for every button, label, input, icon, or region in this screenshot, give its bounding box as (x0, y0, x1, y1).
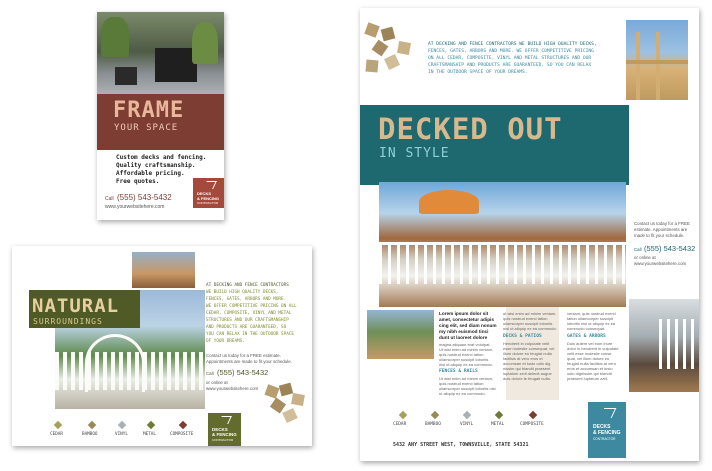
subhead: YOUR SPACE (114, 123, 179, 133)
logo-line: DECKS (593, 424, 611, 430)
material-label: BAMBOO (82, 432, 98, 437)
phone-number: (555) 543-5432 (644, 244, 696, 253)
phone-number: (555) 543-5432 (217, 368, 269, 377)
logo-line: & FENCING (212, 432, 237, 437)
body-line: eros et accumsan et iusto (567, 366, 613, 371)
flyer-decked-out (360, 8, 699, 461)
material-label: VINYL (115, 432, 128, 437)
phone-prefix: Call (105, 196, 114, 202)
swatch-cedar (399, 411, 407, 419)
body-line: quis nostrud exerci tation (503, 316, 548, 321)
body-line: quis nostrud exerci tation (439, 381, 484, 386)
company-logo (193, 178, 224, 208)
deck-small-photo (367, 310, 434, 359)
wood-blocks-image (262, 382, 306, 427)
body-line: ullamcorper suscipit lobortis (439, 357, 489, 362)
body-line: WE OFFER COMPETITIVE PRICING ON ALL (206, 304, 297, 309)
material-label: VINYL (460, 422, 474, 427)
website: www.yourwebsitehere.com (105, 204, 165, 210)
logo-line: CONTRACTOR (212, 438, 234, 442)
deck-frame-photo (626, 20, 688, 100)
body-line: accumsan et iusto odio dig (503, 361, 551, 366)
swatch-composite (179, 421, 187, 429)
swatch-vinyl (463, 411, 471, 419)
headline: DECKED OUT (378, 112, 563, 146)
intro-line: AT DECKING AND FENCE CONTRACTORS WE BUILD HIGH QUALITY DECKS, (428, 42, 597, 47)
body-line: ullamcorper suscipit lobortis nisl (439, 386, 496, 391)
swatch-composite (529, 411, 537, 419)
body-line: quat, vel illum dolore eu (567, 356, 610, 361)
body-line: velit esse molestie conse (567, 351, 612, 356)
body-line: Free quotes. (116, 178, 160, 185)
intro-line: CRAFTSMANSHIP AND PRODUCTS ARE GUARANTEED, SO YOU CAN RELAX (428, 63, 592, 68)
body-line: nisl ut aliquip ex ea commodo. (439, 362, 493, 367)
body-line: lobortis nisl ut aliquip ex ea (567, 321, 616, 326)
contact-line: made to fit your schedule. (634, 233, 685, 238)
body-line: AND PRODUCTS ARE GUARANTEED, SO (206, 325, 287, 330)
logo-line: CONTRACTOR (593, 437, 616, 441)
body-line: ut wisi enim ad minim veniam, (503, 311, 557, 316)
material-label: METAL (143, 432, 156, 437)
subhead: SURROUNDINGS (33, 317, 103, 326)
logo-line: & FENCING (593, 430, 621, 436)
body-line: tation ullamcorper suscipit (567, 316, 614, 321)
intro-line: FENCES, GATES, ARBORS AND MORE. WE OFFER COMPETITIVE PRICING (428, 49, 594, 54)
body-line: luptatum zzril delenit augue (503, 371, 552, 376)
contact-line: Appointments are made to fit your schedule. (206, 359, 292, 364)
material-label: BAMBOO (425, 422, 441, 427)
body-line: nisl ut aliquip ex ea commodo. (503, 326, 557, 331)
body-line: FENCES, GATES, ARBORS AND MORE. (206, 297, 287, 302)
swatch-bamboo (88, 421, 96, 429)
subhead: IN STYLE (379, 146, 450, 161)
contact-line: Contact us today for a FREE (634, 221, 690, 226)
body-line: magna aliquam erat volutpat. (439, 342, 491, 347)
address: 5432 ANY STREET WEST, TOWNSVILLE, STATE 54321 (393, 442, 529, 448)
builder-photo (629, 299, 699, 392)
patio-photo (97, 12, 224, 100)
contact-line: Contact us today for a FREE estimate. (206, 353, 281, 358)
deck-photo (132, 252, 195, 288)
body-line: illum dolore eu feugiat nulla (503, 351, 552, 356)
material-label: METAL (491, 422, 505, 427)
body-line: Quality craftsmanship. (116, 162, 196, 169)
body-line: feugiat nulla facilisis at vero (567, 361, 616, 366)
body-line: commodo consequat. (567, 326, 606, 331)
body-line: quis nostrud exerci tation (439, 352, 484, 357)
body-line: CEDAR, COMPOSITE, VINYL AND METAL (206, 311, 292, 316)
body-line: esse molestie consequat, vel (503, 346, 555, 351)
body-line: duis dolore te feugait nulla. (503, 376, 551, 381)
swatch-bamboo (431, 411, 439, 419)
company-logo (588, 402, 626, 458)
lead-line: amet, consectetur adipis (439, 317, 494, 322)
company-logo (208, 413, 241, 446)
lead-line: dunt ut laoreet dolore (439, 335, 488, 340)
intro-line: ON ALL CEDAR, COMPOSITE, VINYL AND METAL STRUCTURES AND OUR (428, 56, 592, 61)
phone-prefix: Call (206, 371, 214, 376)
website: www.yourwebsitehere.com (634, 261, 687, 266)
body-line: Ut wisi enim ad minim veniam, (439, 347, 494, 352)
body-line: Hendrerit in vulputate velit (503, 341, 550, 346)
headline: NATURAL (32, 295, 120, 317)
logo-line: CONTRACTOR (197, 201, 219, 205)
wood-blocks-image (362, 22, 414, 74)
deck-house-photo (379, 182, 626, 307)
postcard-frame (97, 12, 224, 220)
swatch-cedar (54, 421, 62, 429)
logo-line: & FENCING (197, 196, 219, 201)
phone-number: (555) 543-5432 (117, 193, 172, 202)
or-online: or online at (634, 255, 656, 260)
body-line: AT DECKING AND FENCE CONTRACTORS (206, 283, 289, 288)
section-heading: DECKS & PATIOS (503, 334, 542, 339)
intro-line: IN THE OUTDOOR SPACE OF YOUR DREAMS. (428, 70, 528, 75)
phone-prefix: Call (634, 247, 642, 252)
logo-line: DECKS (197, 191, 212, 196)
section-heading: GATES & ARBORS (567, 334, 606, 339)
material-label: CEDAR (50, 432, 63, 437)
body-line: Duis autem vel eum iriure (567, 341, 613, 346)
body-line: dolor in hendrerit in vulputate (567, 346, 619, 351)
body-line: veniam, quis nostrud exerci (567, 311, 616, 316)
body-line: nissim qui blandit praesent (503, 366, 551, 371)
body-line: OF YOUR DREAMS. (206, 339, 245, 344)
lead-line: my nibh euismod tinci (439, 329, 489, 334)
body-line: Custom decks and fencing. (116, 154, 207, 161)
postcard-natural (12, 246, 312, 446)
material-label: CEDAR (393, 422, 407, 427)
or-online: or online at (206, 380, 228, 385)
body-line: ut aliquip ex ea commodo. (439, 391, 486, 396)
body-line: odio dignissim qui blandit (567, 371, 612, 376)
body-line: ullamcorper suscipit lobortis (503, 321, 553, 326)
body-line: praesent luptatum zzril. (567, 376, 609, 381)
body-line: Affordable pricing. (116, 170, 185, 177)
headline: FRAME (113, 98, 185, 123)
body-line: YOU CAN RELAX IN THE OUTDOOR SPACE (206, 332, 294, 337)
material-label: COMPOSITE (520, 422, 544, 427)
swatch-vinyl (118, 421, 126, 429)
swatch-metal (495, 411, 503, 419)
website: www.yourwebsitehere.com (206, 386, 259, 391)
body-line: STRUCTURES AND OUR CRAFTSMANSHIP (206, 318, 289, 323)
logo-line: DECKS (212, 427, 228, 432)
body-line: Ut wisi enim ad minim veniam, (439, 376, 494, 381)
contact-line: estimate. Appointments are (634, 227, 688, 232)
swatch-metal (147, 421, 155, 429)
body-line: WE BUILD HIGH QUALITY DECKS, (206, 290, 279, 295)
lead-line: Lorem ipsum dolor sit (439, 311, 489, 316)
body-line: facilisis at vero eros et (503, 356, 543, 361)
lead-line: cing elit, sed diam nonum (439, 323, 497, 328)
section-heading: FENCES & RAILS (439, 369, 478, 374)
material-label: COMPOSITE (170, 432, 194, 437)
